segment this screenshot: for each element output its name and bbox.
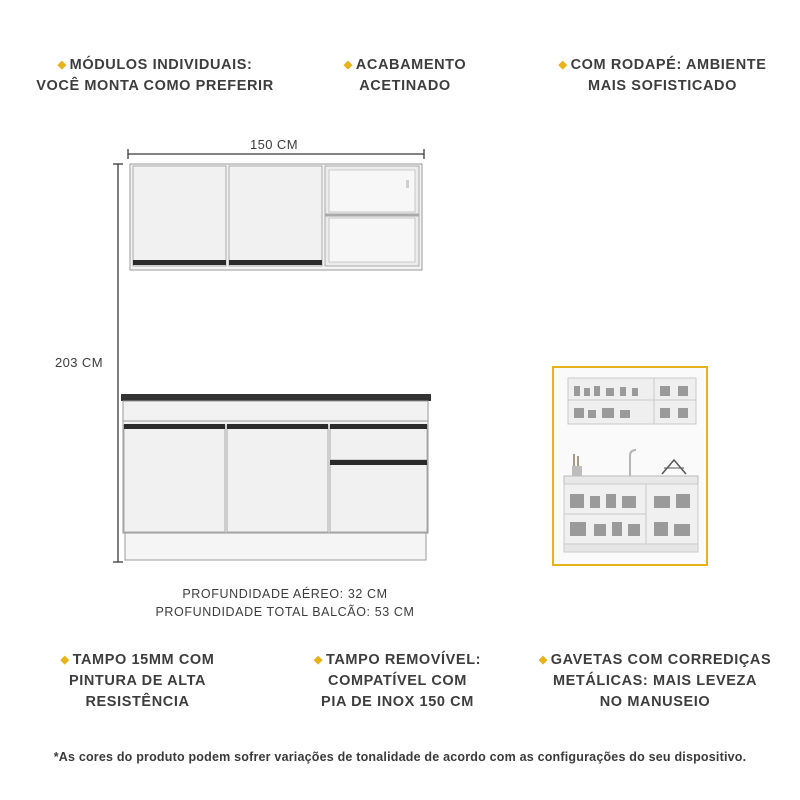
drawer-top-handle [330,424,427,429]
lower-handle-left [124,424,225,429]
front-strip [123,401,428,421]
lower-cabinet [121,394,431,560]
upper-door-left [133,166,226,266]
lower-door-middle [227,425,328,532]
feature-line: MÓDULOS INDIVIDUAIS: [69,57,253,73]
upper-handle-left [133,260,226,265]
feature-line: MAIS SOFISTICADO [588,78,737,94]
height-dimension-label: 203 CM [55,355,103,370]
feature-countertop [45,650,230,713]
diamond-bullet-icon: ◆ [313,654,323,666]
drawer-bottom [330,462,427,532]
feature-line: GAVETAS COM CORREDIÇAS [550,652,772,668]
depth-upper: PROFUNDIDADE AÉREO: 32 CM [182,587,388,601]
feature-line: COM RODAPÉ: AMBIENTE [570,57,767,73]
feature-line: TAMPO REMOVÍVEL: [325,652,482,668]
diamond-bullet-icon: ◆ [57,59,67,71]
diamond-bullet-icon: ◆ [60,654,70,666]
feature-line: TAMPO 15MM COM [72,652,215,668]
feature-line: COMPATÍVEL COM [328,673,467,689]
lower-door-left [124,425,225,532]
lower-handle-middle [227,424,328,429]
feature-line: PINTURA DE ALTA [68,673,207,689]
countertop [121,394,431,401]
drawer-bottom-handle [330,460,427,465]
upper-cabinet [130,164,422,270]
feature-drawers [530,650,780,713]
drawer-top [330,425,427,460]
upper-handle-middle [229,260,322,265]
product-photo [554,368,706,564]
feature-line: VOCÊ MONTA COMO PREFERIR [36,78,274,94]
feature-line: ACABAMENTO [355,57,467,73]
product-photo-frame [552,366,708,566]
depth-info [140,585,430,621]
feature-line: ACETINADO [359,78,451,94]
width-dimension-label: 150 CM [250,137,298,152]
baseboard [125,533,426,560]
diamond-bullet-icon: ◆ [343,59,353,71]
diamond-bullet-icon: ◆ [538,654,548,666]
color-disclaimer: *As cores do produto podem sofrer variações de tonalidade de acordo com as configurações do seu dispositivo. [53,750,747,764]
upper-door-middle [229,166,322,266]
feature-line: PIA DE INOX 150 CM [321,694,474,710]
feature-removable-top [305,650,490,713]
feature-line: METÁLICAS: MAIS LEVEZA [552,673,758,689]
depth-total: PROFUNDIDADE TOTAL BALCÃO: 53 CM [155,605,415,619]
diamond-bullet-icon: ◆ [558,59,568,71]
feature-line: NO MANUSEIO [599,694,711,710]
feature-line: RESISTÊNCIA [85,694,190,710]
